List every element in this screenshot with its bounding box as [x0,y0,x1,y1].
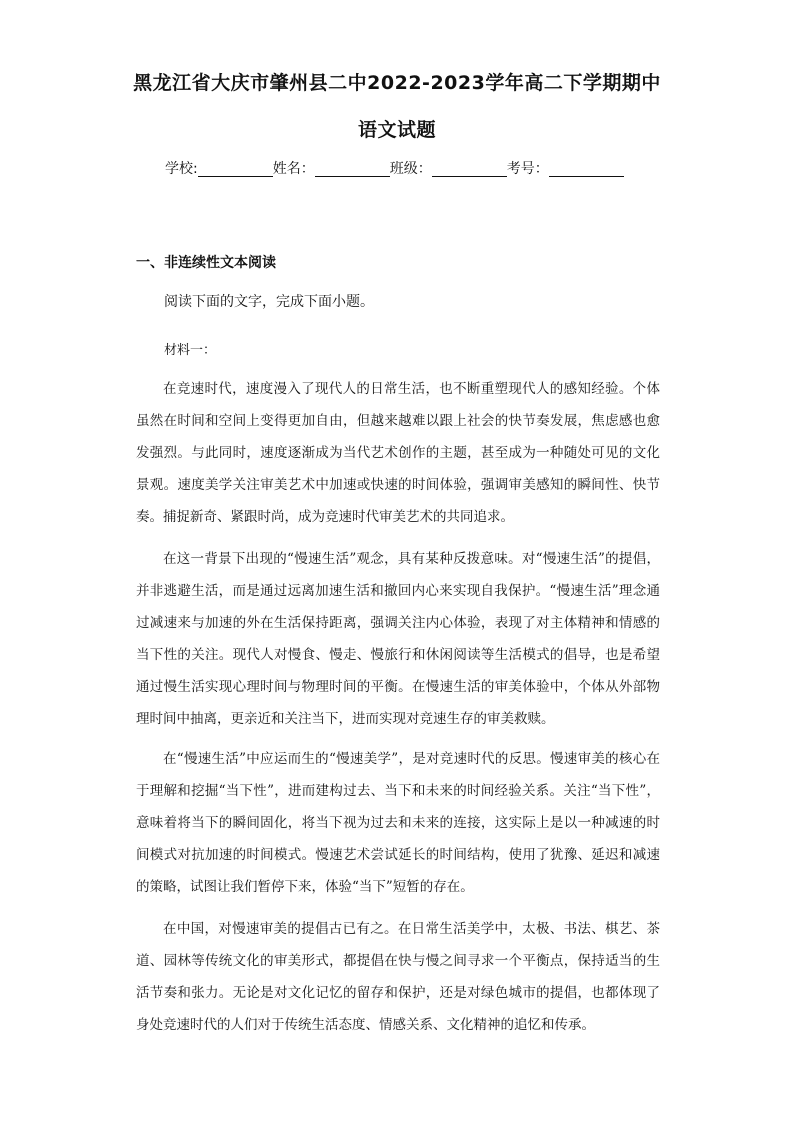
school-blank [198,160,273,177]
paragraph: 在中国，对慢速审美的提倡古已有之。在日常生活美学中，太极、书法、棋艺、茶道、园林等传统文化的审美形式，都提倡在快与慢之间寻求一个平衡点，保持适当的生活节奏和张力。无论是对文化记忆的留存和保护，还是对绿色城市的提倡，也都体现了身处竞速时代的人们对于传统生活态度、情感关系、文化精神的追忆和传承。 [136,921,660,1033]
name-label: 姓名： [272,161,315,177]
material-label: 材料一： [164,343,217,358]
school-label: 学校: [165,161,198,177]
section-heading: 一、非连续性文本阅读 [136,255,276,271]
class-label: 班级： [389,161,432,177]
paragraph: 在“慢速生活”中应运而生的“慢速美学”，是对竞速时代的反思。慢速审美的核心在于理解和挖掘“当下性”，进而建构过去、当下和未来的时间经验关系。关注“当下性”，意味着将当下的瞬间固化，将当下视为过去和未来的连接，这实际上是以一种减速的时间模式对抗加速的时间模式。慢速艺术尝试延长的时间结构，使用了犹豫、延迟和减速的策略，试图让我们暂停下来，体验“当下”短暂的存在。 [136,751,660,895]
exam-subtitle: 语文试题 [357,119,436,141]
paragraph: 在竞速时代，速度漫入了现代人的日常生活，也不断重塑现代人的感知经验。个体虽然在时间和空间上变得更加自由，但越来越难以跟上社会的快节奏发展，焦虑感也愈发强烈。与此同时，速度逐渐成为当代艺术创作的主题，甚至成为一种随处可见的文化景观。速度美学关注审美艺术中加速或快速的时间体验，强调审美感知的瞬间性、快节奏。捕捉新奇、紧跟时尚，成为竞速时代审美艺术的共同追求。 [136,381,660,525]
exam-title: 黑龙江省大庆市肇州县二中2022-2023学年高二下学期期中 [133,72,661,94]
name-blank [315,160,390,177]
number-label: 考号： [506,161,549,177]
student-info-row [165,158,645,180]
reading-instruction: 阅读下面的文字，完成下面小题。 [164,294,374,310]
paragraph: 在这一背景下出现的“慢速生活”观念，具有某种反拨意味。对“慢速生活”的提倡，并非逃避生活，而是通过远离加速生活和撤回内心来实现自我保护。“慢速生活”理念通过减速来与加速的外在生活保持距离，强调关注内心体验，表现了对主体精神和情感的当下性的关注。现代人对慢食、慢走、慢旅行和休闲阅读等生活模式的倡导，也是希望通过慢生活实现心理时间与物理时间的平衡。在慢速生活的审美体验中，个体从外部物理时间中抽离，更亲近和关注当下，进而实现对竞速生存的审美救赎。 [136,551,660,727]
number-blank [549,160,624,177]
class-blank [432,160,507,177]
